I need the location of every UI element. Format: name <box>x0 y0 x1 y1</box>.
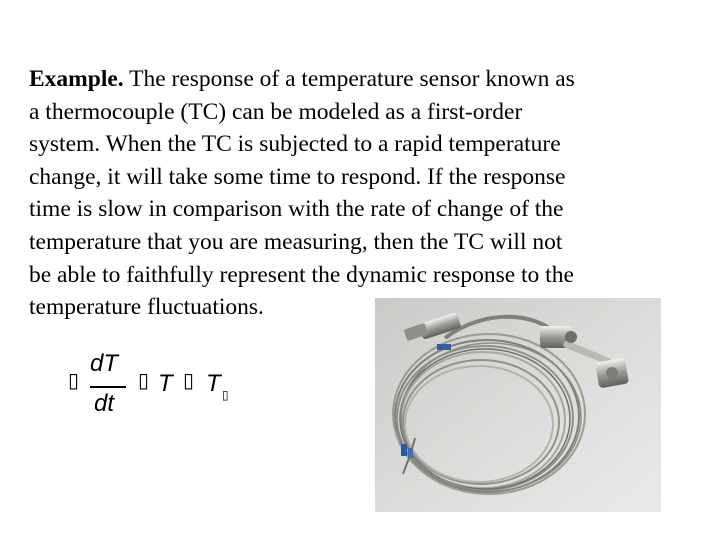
paragraph-line-8: temperature fluctuations. <box>29 294 264 321</box>
paragraph-line-1 <box>29 63 699 96</box>
equation-numerator: dT <box>90 350 119 377</box>
hex-nut <box>595 358 629 389</box>
first-order-equation <box>68 348 238 428</box>
thermocouple-illustration <box>375 298 661 512</box>
equation-denominator: dt <box>94 390 115 417</box>
equation-plus-glyph: ▯ <box>138 370 150 392</box>
equation-tau-glyph: ▯ <box>68 370 80 392</box>
example-paragraph <box>29 63 699 324</box>
paragraph-line-3: system. When the TC is subjected to a rapid temperature <box>29 131 561 158</box>
paragraph-line-2: a thermocouple (TC) can be modeled as a first-order <box>29 98 523 125</box>
equation-rhs-variable: T <box>206 370 221 397</box>
paragraph-line-1-text: The response of a temperature sensor known as <box>123 66 575 92</box>
equation-equals-glyph: ▯ <box>183 370 195 392</box>
paragraph-line-4: change, it will take some time to respond. If the response <box>29 163 566 190</box>
example-lead: Example. <box>29 66 124 92</box>
paragraph-line-5: time is slow in comparison with the rate of change of the <box>29 196 564 223</box>
paragraph-line-6: temperature that you are measuring, then the TC will not <box>29 228 563 255</box>
thermocouple-photo <box>375 298 661 512</box>
equation-rhs-subscript: ▯ <box>222 388 229 402</box>
equation-fraction-bar <box>90 386 126 388</box>
paragraph-line-7: be able to faithfully represent the dynamic response to the <box>29 261 574 288</box>
equation-lhs-variable: T <box>158 370 173 397</box>
